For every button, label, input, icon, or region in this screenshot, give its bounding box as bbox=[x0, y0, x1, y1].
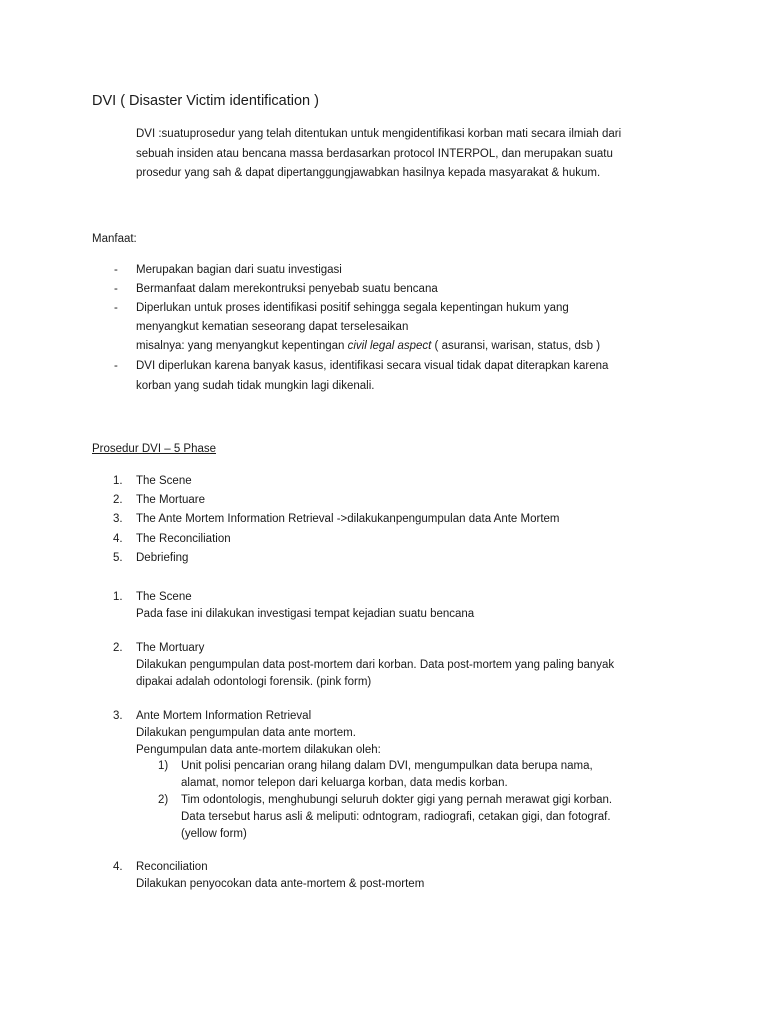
manfaat-item-1: Merupakan bagian dari suatu investigasi bbox=[136, 264, 342, 276]
bullet-dash: - bbox=[114, 360, 118, 372]
bullet-dash: - bbox=[114, 264, 118, 276]
prosedur-heading: Prosedur DVI – 5 Phase bbox=[92, 443, 217, 455]
phase-item: The Scene bbox=[136, 475, 192, 487]
detail-body-mortuary-1: Dilakukan pengumpulan data post-mortem dari korban. Data post-mortem yang paling banyak bbox=[136, 659, 615, 671]
detail-number: 2. bbox=[113, 642, 123, 654]
sub-item-1-line-1: Unit polisi pencarian orang hilang dalam DVI, mengumpulkan data berupa nama, bbox=[181, 760, 593, 772]
detail-body-reconciliation: Dilakukan penyocokan data ante-mortem & post-mortem bbox=[136, 878, 425, 890]
sub-item-2-line-3: (yellow form) bbox=[181, 828, 247, 840]
detail-number: 1. bbox=[113, 591, 123, 603]
detail-title-scene: The Scene bbox=[136, 591, 192, 603]
sub-number: 2) bbox=[158, 794, 169, 806]
phase-number: 5. bbox=[113, 552, 123, 564]
manfaat-item-3-cont: menyangkut kematian seseorang dapat terselesaikan bbox=[136, 321, 409, 333]
manfaat-item-2: Bermanfaat dalam merekontruksi penyebab suatu bencana bbox=[136, 283, 438, 295]
manfaat-item-4-cont: korban yang sudah tidak mungkin lagi dikenali. bbox=[136, 380, 375, 392]
intro-line-1: DVI :suatuprosedur yang telah ditentukan untuk mengidentifikasi korban mati secara ilmiah dari bbox=[136, 128, 622, 140]
sub-item-1-line-2: alamat, nomor telepon dari keluarga korban, data medis korban. bbox=[181, 777, 508, 789]
detail-body-antemortem-1: Dilakukan pengumpulan data ante mortem. bbox=[136, 727, 356, 739]
phase-number: 3. bbox=[113, 513, 123, 525]
phase-number: 2. bbox=[113, 494, 123, 506]
detail-title-mortuary: The Mortuary bbox=[136, 642, 205, 654]
detail-body-mortuary-2: dipakai adalah odontologi forensik. (pink form) bbox=[136, 676, 372, 688]
bullet-dash: - bbox=[114, 283, 118, 295]
intro-line-3: prosedur yang sah & dapat dipertanggungjawabkan hasilnya kepada masyarakat & hukum. bbox=[136, 167, 601, 179]
phase-item: The Mortuare bbox=[136, 494, 206, 506]
sub-item-2-line-2: Data tersebut harus asli & meliputi: odntogram, radiografi, cetakan gigi, dan fotograf. bbox=[181, 811, 611, 823]
phase-number: 4. bbox=[113, 533, 123, 545]
manfaat-item-4: DVI diperlukan karena banyak kasus, identifikasi secara visual tidak dapat diterapkan karena bbox=[136, 360, 609, 372]
detail-body-scene: Pada fase ini dilakukan investigasi tempat kejadian suatu bencana bbox=[136, 608, 475, 620]
bullet-dash: - bbox=[114, 302, 118, 314]
detail-number: 4. bbox=[113, 861, 123, 873]
detail-number: 3. bbox=[113, 710, 123, 722]
document-title: DVI ( Disaster Victim identification ) bbox=[92, 93, 319, 109]
intro-line-2: sebuah insiden atau bencana massa berdasarkan protocol INTERPOL, dan merupakan suatu bbox=[136, 148, 613, 160]
phase-item: The Ante Mortem Information Retrieval ->dilakukanpengumpulan data Ante Mortem bbox=[136, 513, 560, 525]
detail-title-antemortem: Ante Mortem Information Retrieval bbox=[136, 710, 312, 722]
example-prefix: misalnya: yang menyangkut kepentingan bbox=[136, 340, 348, 352]
detail-body-antemortem-2: Pengumpulan data ante-mortem dilakukan oleh: bbox=[136, 744, 381, 756]
example-suffix: ( asuransi, warisan, status, dsb ) bbox=[431, 340, 601, 352]
manfaat-item-3-example bbox=[136, 341, 600, 353]
sub-item-2-line-1: Tim odontologis, menghubungi seluruh dokter gigi yang pernah merawat gigi korban. bbox=[181, 794, 613, 806]
phase-item: The Reconciliation bbox=[136, 533, 231, 545]
phase-item: Debriefing bbox=[136, 552, 189, 564]
sub-number: 1) bbox=[158, 760, 169, 772]
detail-title-reconciliation: Reconciliation bbox=[136, 861, 208, 873]
example-emphasis: civil legal aspect bbox=[347, 340, 432, 352]
phase-number: 1. bbox=[113, 475, 123, 487]
manfaat-item-3: Diperlukan untuk proses identifikasi positif sehingga segala kepentingan hukum yang bbox=[136, 302, 569, 314]
manfaat-heading: Manfaat: bbox=[92, 233, 137, 245]
